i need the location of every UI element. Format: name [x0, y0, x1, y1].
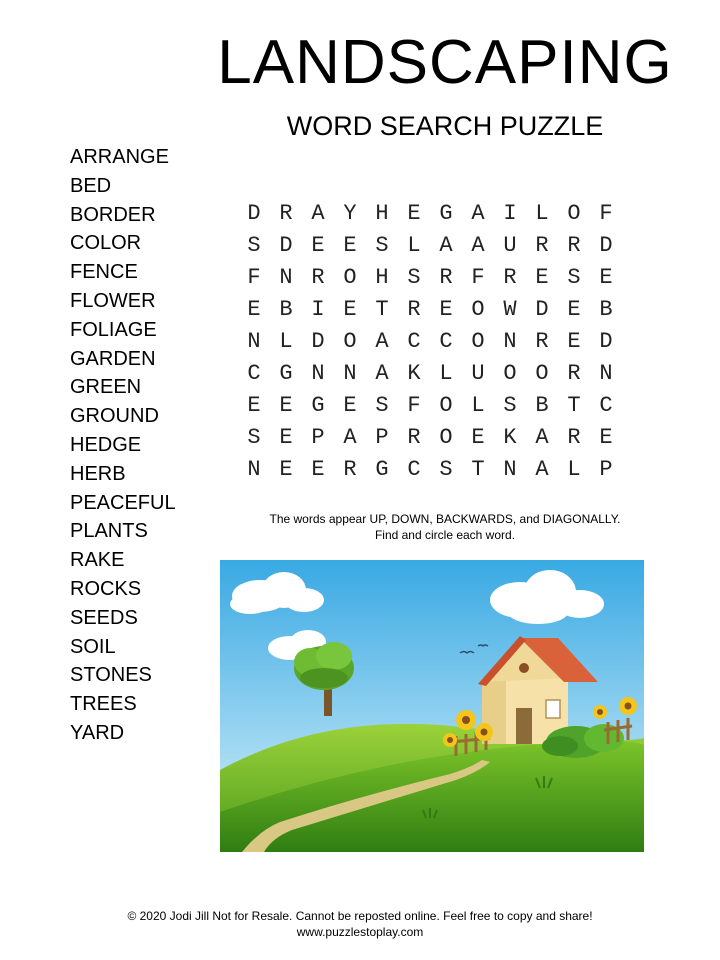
grid-cell[interactable]: N — [503, 457, 517, 482]
word-list-item: HEDGE — [70, 433, 142, 456]
grid-cell[interactable]: R — [535, 233, 549, 258]
grid-cell[interactable]: O — [439, 393, 453, 418]
grid-cell[interactable]: L — [407, 233, 421, 258]
instructions-line-2: Find and circle each word. — [374, 528, 516, 542]
grid-cell[interactable]: I — [503, 201, 517, 226]
grid-cell[interactable]: E — [343, 233, 357, 258]
grid-cell[interactable]: F — [247, 265, 261, 290]
grid-cell[interactable]: E — [599, 265, 613, 290]
grid-cell[interactable]: E — [407, 201, 421, 226]
grid-cell[interactable]: U — [503, 233, 517, 258]
grid-cell[interactable]: A — [471, 201, 485, 226]
grid-cell[interactable]: E — [279, 425, 293, 450]
grid-cell[interactable]: S — [247, 425, 261, 450]
copyright-text: © 2020 Jodi Jill Not for Resale. Cannot be reposted online. Feel free to copy and share! — [127, 909, 593, 923]
grid-cell[interactable]: C — [439, 329, 453, 354]
grid-cell[interactable]: K — [407, 361, 421, 386]
grid-cell[interactable]: S — [407, 265, 421, 290]
grid-cell[interactable]: E — [599, 425, 613, 450]
word-list-item: ARRANGE — [70, 146, 169, 168]
grid-cell[interactable]: B — [279, 297, 293, 322]
grid-row — [238, 390, 622, 422]
landscape-illustration — [220, 560, 644, 852]
grid-cell[interactable]: K — [503, 425, 517, 450]
grid-cell[interactable]: R — [407, 297, 421, 322]
grid-cell[interactable]: A — [535, 457, 549, 482]
grid-cell[interactable]: P — [375, 425, 389, 450]
word-list-item: GROUND — [70, 405, 159, 428]
word-list-item: YARD — [70, 721, 125, 744]
word-list-item: GARDEN — [70, 347, 156, 370]
grid-cell[interactable]: B — [599, 297, 613, 322]
grid-cell[interactable]: S — [375, 233, 389, 258]
grid-cell[interactable]: D — [247, 201, 261, 226]
grid-cell[interactable]: R — [343, 457, 357, 482]
grid-cell[interactable]: Y — [343, 201, 357, 226]
grid-cell[interactable]: F — [407, 393, 421, 418]
word-list-item: FOLIAGE — [70, 318, 157, 341]
grid-cell[interactable]: O — [343, 265, 357, 290]
landscape-illustration-image — [220, 560, 644, 852]
grid-cell[interactable]: G — [439, 201, 453, 226]
grid-cell[interactable]: E — [343, 393, 357, 418]
grid-cell[interactable]: P — [311, 425, 325, 450]
grid-cell[interactable]: E — [247, 297, 261, 322]
grid-cell[interactable]: O — [471, 297, 485, 322]
grid-cell[interactable]: D — [599, 329, 613, 354]
grid-cell[interactable]: L — [471, 393, 485, 418]
word-list-item: STONES — [70, 664, 152, 687]
grid-cell[interactable]: L — [535, 201, 549, 226]
grid-cell[interactable]: E — [279, 457, 293, 482]
grid-cell[interactable]: N — [279, 265, 293, 290]
word-list-item: BORDER — [70, 203, 156, 226]
grid-cell[interactable]: R — [567, 425, 581, 450]
grid-cell[interactable]: O — [439, 425, 453, 450]
grid-cell[interactable]: G — [311, 393, 325, 418]
word-list-item: RAKE — [70, 549, 125, 572]
word-list-item: PEACEFUL — [70, 491, 176, 514]
grid-cell[interactable]: R — [279, 201, 293, 226]
word-list-item: ROCKS — [70, 577, 142, 600]
grid-cell[interactable]: E — [535, 265, 549, 290]
grid-row — [238, 262, 622, 294]
grid-cell[interactable]: S — [503, 393, 517, 418]
letter-grid — [238, 198, 622, 486]
grid-cell[interactable]: S — [247, 233, 261, 258]
puzzle-title: LANDSCAPING — [217, 28, 673, 97]
word-list-item: PLANTS — [70, 520, 148, 543]
grid-cell[interactable]: R — [535, 329, 549, 354]
grid-row — [238, 294, 622, 326]
word-list-item: BED — [70, 174, 112, 197]
grid-cell[interactable]: L — [279, 329, 293, 354]
website-link[interactable]: www.puzzlestoplay.com — [296, 925, 424, 939]
grid-cell[interactable]: H — [375, 265, 389, 290]
word-list-item: HERB — [70, 462, 126, 485]
grid-cell[interactable]: T — [567, 393, 581, 418]
grid-cell[interactable]: A — [375, 329, 389, 354]
grid-cell[interactable]: O — [535, 361, 549, 386]
grid-row — [238, 422, 622, 454]
grid-row — [238, 326, 622, 358]
grid-cell[interactable]: G — [279, 361, 293, 386]
grid-cell[interactable]: R — [439, 265, 453, 290]
grid-cell[interactable]: W — [503, 297, 517, 322]
grid-cell[interactable]: I — [311, 297, 325, 322]
grid-cell[interactable]: D — [311, 329, 325, 354]
grid-cell[interactable]: R — [567, 361, 581, 386]
grid-cell[interactable]: O — [343, 329, 357, 354]
grid-cell[interactable]: A — [439, 233, 453, 258]
grid-cell[interactable]: H — [375, 201, 389, 226]
grid-cell[interactable]: C — [407, 457, 421, 482]
grid-cell[interactable]: G — [375, 457, 389, 482]
grid-cell[interactable]: N — [599, 361, 613, 386]
grid-row — [238, 198, 622, 230]
grid-cell[interactable]: A — [343, 425, 357, 450]
grid-cell[interactable]: D — [279, 233, 293, 258]
grid-cell[interactable]: O — [503, 361, 517, 386]
grid-cell[interactable]: A — [535, 425, 549, 450]
grid-cell[interactable]: C — [407, 329, 421, 354]
grid-cell[interactable]: B — [535, 393, 549, 418]
grid-cell[interactable]: F — [471, 265, 485, 290]
grid-cell[interactable]: C — [247, 361, 261, 386]
grid-cell[interactable]: R — [407, 425, 421, 450]
word-list-item: COLOR — [70, 232, 142, 255]
grid-cell[interactable]: T — [471, 457, 485, 482]
word-list-item: SOIL — [70, 635, 116, 658]
grid-cell[interactable]: T — [375, 297, 389, 322]
grid-cell[interactable]: E — [311, 233, 325, 258]
grid-cell[interactable]: P — [599, 457, 613, 482]
grid-cell[interactable]: A — [471, 233, 485, 258]
grid-cell[interactable]: A — [311, 201, 325, 226]
grid-cell[interactable]: E — [343, 297, 357, 322]
grid-cell[interactable]: S — [567, 265, 581, 290]
word-list-item: TREES — [70, 693, 137, 716]
grid-cell[interactable]: N — [247, 457, 261, 482]
word-list-item: FLOWER — [70, 289, 156, 312]
word-list — [70, 143, 176, 748]
grid-cell[interactable]: U — [471, 361, 485, 386]
grid-cell[interactable]: C — [599, 393, 613, 418]
grid-cell[interactable]: L — [439, 361, 453, 386]
instructions-line-1: The words appear UP, DOWN, BACKWARDS, and DIAGONALLY. — [269, 512, 621, 526]
grid-cell[interactable]: S — [439, 457, 453, 482]
grid-cell[interactable]: R — [567, 233, 581, 258]
word-list-item: SEEDS — [70, 606, 138, 629]
grid-cell[interactable]: E — [567, 297, 581, 322]
grid-cell[interactable]: E — [439, 297, 453, 322]
grid-cell[interactable]: N — [311, 361, 325, 386]
instructions — [230, 511, 660, 543]
grid-cell[interactable]: F — [599, 201, 613, 226]
grid-cell[interactable]: R — [311, 265, 325, 290]
grid-cell[interactable]: E — [471, 425, 485, 450]
grid-cell[interactable]: O — [567, 201, 581, 226]
footer — [0, 908, 720, 940]
grid-cell[interactable]: N — [343, 361, 357, 386]
grid-cell[interactable]: E — [247, 393, 261, 418]
grid-row — [238, 230, 622, 262]
grid-row — [238, 454, 622, 486]
grid-cell[interactable]: D — [535, 297, 549, 322]
grid-row — [238, 358, 622, 390]
grid-cell[interactable]: O — [471, 329, 485, 354]
grid-cell[interactable]: L — [567, 457, 581, 482]
word-list-item: FENCE — [70, 261, 138, 284]
word-list-item: GREEN — [70, 376, 142, 399]
grid-cell[interactable]: D — [599, 233, 613, 258]
grid-cell[interactable]: E — [567, 329, 581, 354]
grid-cell[interactable]: E — [279, 393, 293, 418]
puzzle-subtitle: WORD SEARCH PUZZLE — [286, 111, 604, 141]
grid-cell[interactable]: N — [247, 329, 261, 354]
grid-cell[interactable]: E — [311, 457, 325, 482]
grid-cell[interactable]: R — [503, 265, 517, 290]
grid-cell[interactable]: A — [375, 361, 389, 386]
grid-cell[interactable]: N — [503, 329, 517, 354]
grid-cell[interactable]: S — [375, 393, 389, 418]
